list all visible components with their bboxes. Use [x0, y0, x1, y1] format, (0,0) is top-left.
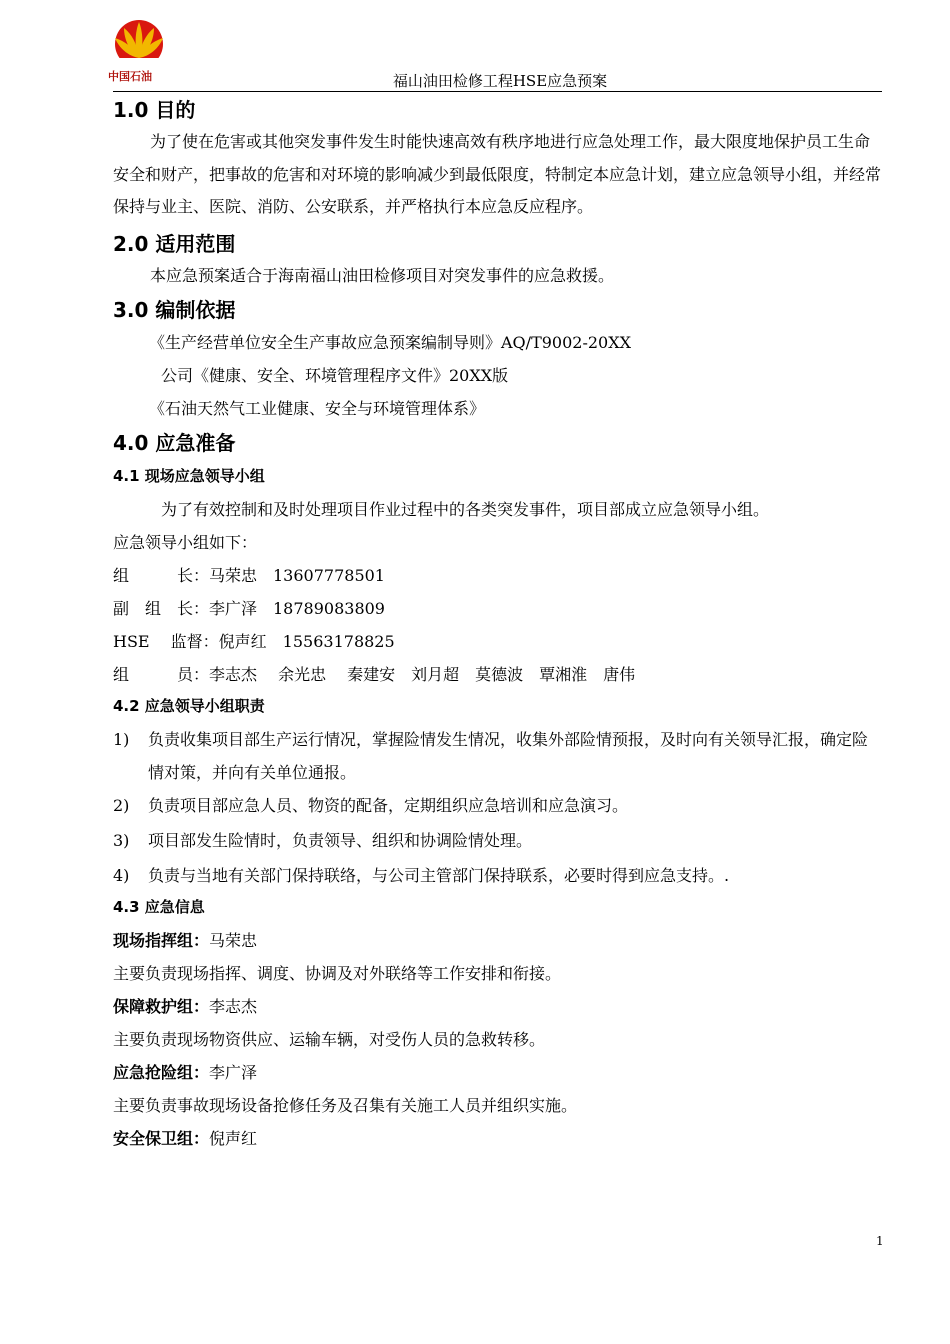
reference-item: 公司《健康、安全、环境管理程序文件》20XX版 — [161, 366, 509, 385]
group-person: 马荣忠 — [209, 931, 258, 950]
group-emergency-repair — [113, 1056, 882, 1089]
group-description: 主要负责现场指挥、调度、协调及对外联络等工作安排和衔接。 — [113, 964, 562, 983]
duty-number: 3) — [113, 831, 130, 850]
section-4-1-intro: 为了有效控制和及时处理项目作业过程中的各类突发事件，项目部成立应急领导小组。 — [161, 500, 770, 519]
group-description: 主要负责现场物资供应、运输车辆，对受伤人员的急救转移。 — [113, 1030, 546, 1049]
duty-text: 负责收集项目部生产运行情况，掌握险情发生情况，收集外部险情预报，及时向有关领导汇报，确定险情对策，并向有关单位通报。 — [148, 730, 869, 782]
section-1-title: 1.0 目的 — [113, 98, 196, 122]
duty-number: 2) — [113, 796, 130, 815]
group-support-rescue — [113, 990, 882, 1023]
duty-number: 4) — [113, 866, 130, 885]
group-label: 现场指挥组： — [113, 931, 210, 950]
duty-item — [113, 859, 882, 892]
section-4-1-title: 4.1 现场应急领导小组 — [113, 467, 265, 485]
duty-item — [113, 824, 882, 857]
group-command — [113, 924, 882, 957]
section-4-3-title: 4.3 应急信息 — [113, 898, 205, 916]
section-4-1-intro-2: 应急领导小组如下： — [113, 533, 258, 552]
group-label: 保障救护组： — [113, 997, 210, 1016]
document-body — [113, 96, 882, 1155]
section-2-body: 本应急预案适合于海南福山油田检修项目对突发事件的应急救援。 — [150, 265, 615, 285]
group-person: 李广泽 — [209, 1063, 258, 1082]
section-1-body: 为了使在危害或其他突发事件发生时能快速高效有秩序地进行应急处理工作，最大限度地保护员工生命安全和财产，把事故的危害和对环境的影响减少到最低限度，特制定本应急计划，建立应急领导小组，并经常保持与业主、医院、消防、公安联系，并严格执行本应急反应程序。 — [113, 132, 882, 216]
group-security — [113, 1122, 882, 1155]
section-4-title: 4.0 应急准备 — [113, 431, 236, 455]
team-deputy-leader: 副 组 长：李广泽 18789083809 — [113, 599, 385, 618]
duty-item — [113, 723, 882, 789]
duty-item — [113, 789, 882, 822]
duty-text: 负责与当地有关部门保持联络，与公司主管部门保持联系，必要时得到应急支持。. — [148, 866, 730, 885]
page-number: 1 — [876, 1234, 884, 1248]
team-members: 组 员：李志杰 余光忠 秦建安 刘月超 莫德波 覃湘淮 唐伟 — [113, 665, 636, 684]
group-label: 安全保卫组： — [113, 1129, 210, 1148]
group-description: 主要负责事故现场设备抢修任务及召集有关施工人员并组织实施。 — [113, 1096, 578, 1115]
team-hse-supervisor: HSE 监督：倪声红 15563178825 — [113, 632, 395, 651]
logo-text: 中国石油 — [108, 70, 152, 83]
section-4-2-title: 4.2 应急领导小组职责 — [113, 697, 265, 715]
section-2-title: 2.0 适用范围 — [113, 231, 236, 256]
section-3-title: 3.0 编制依据 — [113, 298, 236, 322]
duty-text: 负责项目部应急人员、物资的配备，定期组织应急培训和应急演习。 — [148, 796, 629, 815]
reference-item: 《石油天然气工业健康、安全与环境管理体系》 — [149, 399, 486, 418]
duty-number: 1) — [113, 730, 130, 749]
group-label: 应急抢险组： — [113, 1063, 210, 1082]
group-person: 李志杰 — [209, 997, 258, 1016]
header-title: 福山油田检修工程HSE应急预案 — [392, 72, 608, 90]
reference-item: 《生产经营单位安全生产事故应急预案编制导则》AQ/T9002-20XX — [149, 333, 632, 352]
duty-text: 项目部发生险情时，负责领导、组织和协调险情处理。 — [148, 831, 533, 850]
header-divider — [113, 91, 882, 92]
team-leader: 组 长：马荣忠 13607778501 — [113, 566, 385, 585]
group-person: 倪声红 — [209, 1129, 258, 1148]
